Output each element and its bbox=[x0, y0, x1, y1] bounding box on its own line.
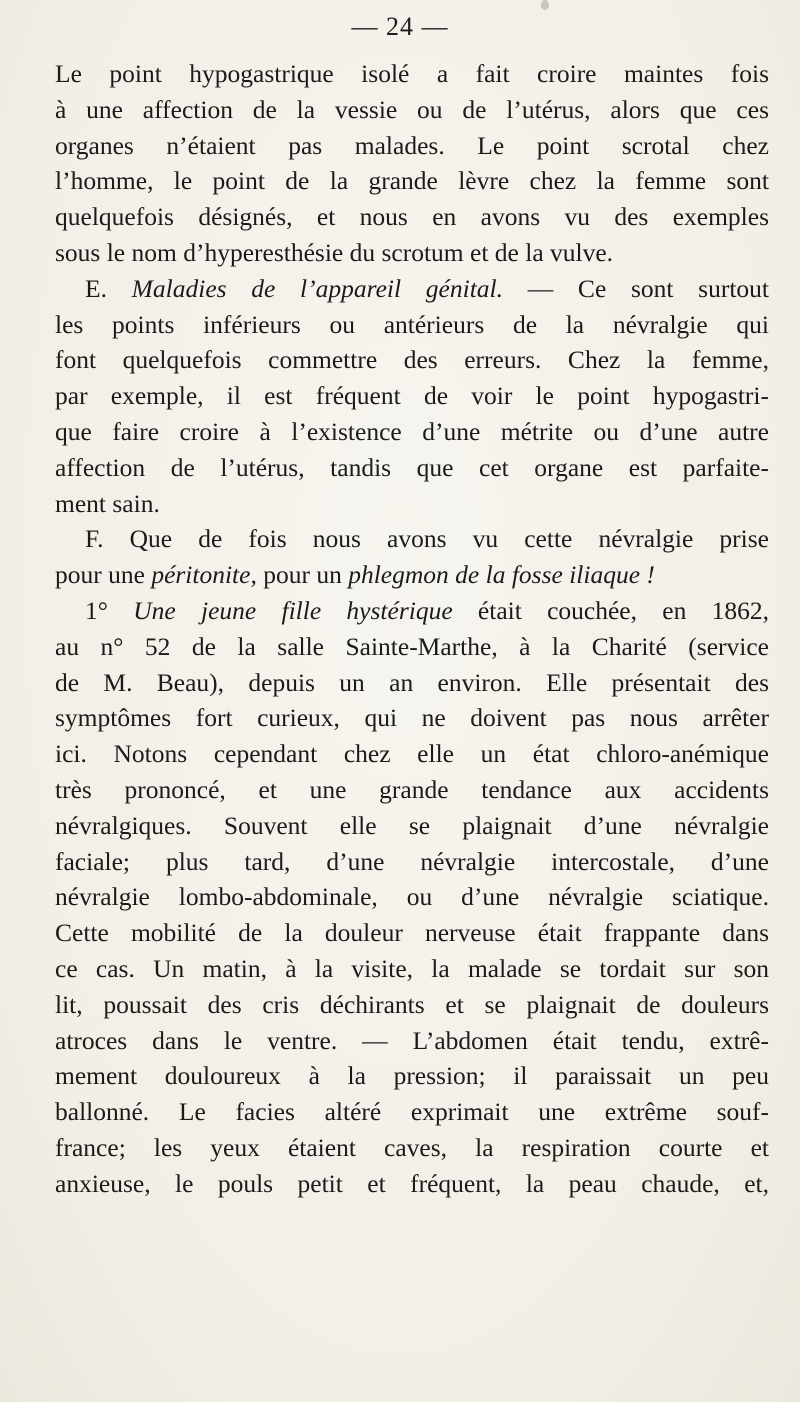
text-line bbox=[55, 1058, 769, 1094]
text-segment: était couchée, en 1862, bbox=[452, 595, 769, 625]
text-line bbox=[55, 700, 769, 736]
text-segment: au n° 52 de la salle Sainte-Marthe, à la Charité (service bbox=[55, 631, 769, 661]
text-segment: ce cas. Un matin, à la visite, la malade se tordait sur son bbox=[55, 953, 769, 983]
text-line bbox=[55, 378, 769, 414]
italic-text: Maladies de l’appareil génital. bbox=[131, 273, 504, 303]
text-segment: mement douloureux à la pression; il paraissait un peu bbox=[55, 1061, 769, 1091]
italic-text: Une jeune fille hystérique bbox=[133, 595, 453, 625]
italic-text: péritonite, bbox=[151, 560, 257, 590]
text-line bbox=[55, 450, 769, 486]
text-line bbox=[55, 844, 769, 880]
text-line bbox=[55, 92, 769, 128]
text-line bbox=[55, 271, 769, 307]
text-line bbox=[55, 1130, 769, 1166]
text-segment: les points inférieurs ou antérieurs de la névralgie qui bbox=[55, 309, 769, 339]
text-segment: que faire croire à l’existence d’une métrite ou d’une autre bbox=[55, 416, 769, 446]
italic-text: phlegmon de la fosse iliaque ! bbox=[348, 560, 655, 590]
text-segment: faciale; plus tard, d’une névralgie intercostale, d’une bbox=[55, 846, 769, 876]
text-line bbox=[55, 199, 769, 235]
text-line bbox=[55, 665, 769, 701]
text-segment: névralgie lombo-abdominale, ou d’une névralgie sciatique. bbox=[55, 882, 769, 912]
text-segment: par exemple, il est fréquent de voir le point hypogastri- bbox=[55, 381, 769, 411]
text-segment: 1° bbox=[85, 595, 134, 625]
text-line bbox=[55, 486, 769, 522]
text-segment: pour un bbox=[256, 560, 349, 590]
text-segment: atroces dans le ventre. — L’abdomen était tendu, extrê- bbox=[55, 1025, 769, 1055]
text-line bbox=[55, 56, 769, 92]
text-segment: à une affection de la vessie ou de l’utérus, alors que ces bbox=[55, 94, 769, 124]
text-segment: sous le nom d’hyperesthésie du scrotum et de la vulve. bbox=[55, 237, 614, 267]
text-line bbox=[55, 879, 769, 915]
text-segment: pour une bbox=[55, 560, 152, 590]
text-line bbox=[55, 951, 769, 987]
text-line bbox=[55, 1023, 769, 1059]
text-segment: E. bbox=[85, 273, 132, 303]
text-segment: de M. Beau), depuis un an environ. Elle présentait des bbox=[55, 667, 769, 697]
text-segment: france; les yeux étaient caves, la respiration courte et bbox=[55, 1132, 769, 1162]
text-segment: névralgiques. Souvent elle se plaignait d’une névralgie bbox=[55, 810, 769, 840]
text-segment: ici. Notons cependant chez elle un état chloro-anémique bbox=[55, 739, 769, 769]
text-line bbox=[55, 915, 769, 951]
text-line bbox=[55, 808, 769, 844]
text-segment: l’homme, le point de la grande lèvre chez la femme sont bbox=[55, 166, 769, 196]
body-text bbox=[55, 56, 769, 1202]
text-segment: Cette mobilité de la douleur nerveuse était frappante dans bbox=[55, 918, 769, 948]
page-number: — 24 — bbox=[351, 12, 449, 41]
text-line bbox=[55, 342, 769, 378]
text-line bbox=[55, 235, 769, 271]
text-line bbox=[55, 163, 769, 199]
text-line bbox=[55, 629, 769, 665]
text-segment: symptômes fort curieux, qui ne doivent pas nous arrêter bbox=[55, 703, 769, 733]
text-line bbox=[55, 521, 769, 557]
text-segment: quelquefois désignés, et nous en avons vu des exemples bbox=[55, 202, 769, 232]
text-segment: F. Que de fois nous avons vu cette névralgie prise bbox=[85, 524, 769, 554]
text-segment: ment sain. bbox=[55, 488, 160, 518]
text-segment: lit, poussait des cris déchirants et se plaignait de douleurs bbox=[55, 989, 769, 1019]
text-segment: affection de l’utérus, tandis que cet organe est parfaite- bbox=[55, 452, 769, 482]
text-segment: organes n’étaient pas malades. Le point scrotal chez bbox=[55, 130, 769, 160]
text-line bbox=[55, 593, 769, 629]
text-line bbox=[55, 557, 769, 593]
text-line bbox=[55, 414, 769, 450]
text-segment: très prononcé, et une grande tendance aux accidents bbox=[55, 774, 769, 804]
text-segment: font quelquefois commettre des erreurs. Chez la femme, bbox=[55, 345, 769, 375]
text-line bbox=[55, 987, 769, 1023]
text-segment: Le point hypogastrique isolé a fait croire maintes fois bbox=[55, 59, 769, 88]
text-line bbox=[55, 1166, 769, 1202]
text-segment: ballonné. Le facies altéré exprimait une extrême souf- bbox=[55, 1097, 769, 1127]
text-line bbox=[55, 128, 769, 164]
text-line bbox=[55, 772, 769, 808]
text-line bbox=[55, 307, 769, 343]
ink-speck bbox=[541, 0, 549, 10]
text-line bbox=[55, 1094, 769, 1130]
text-segment: — Ce sont surtout bbox=[503, 273, 770, 303]
text-segment: anxieuse, le pouls petit et fréquent, la peau chaude, et, bbox=[55, 1168, 769, 1198]
text-line bbox=[55, 736, 769, 772]
